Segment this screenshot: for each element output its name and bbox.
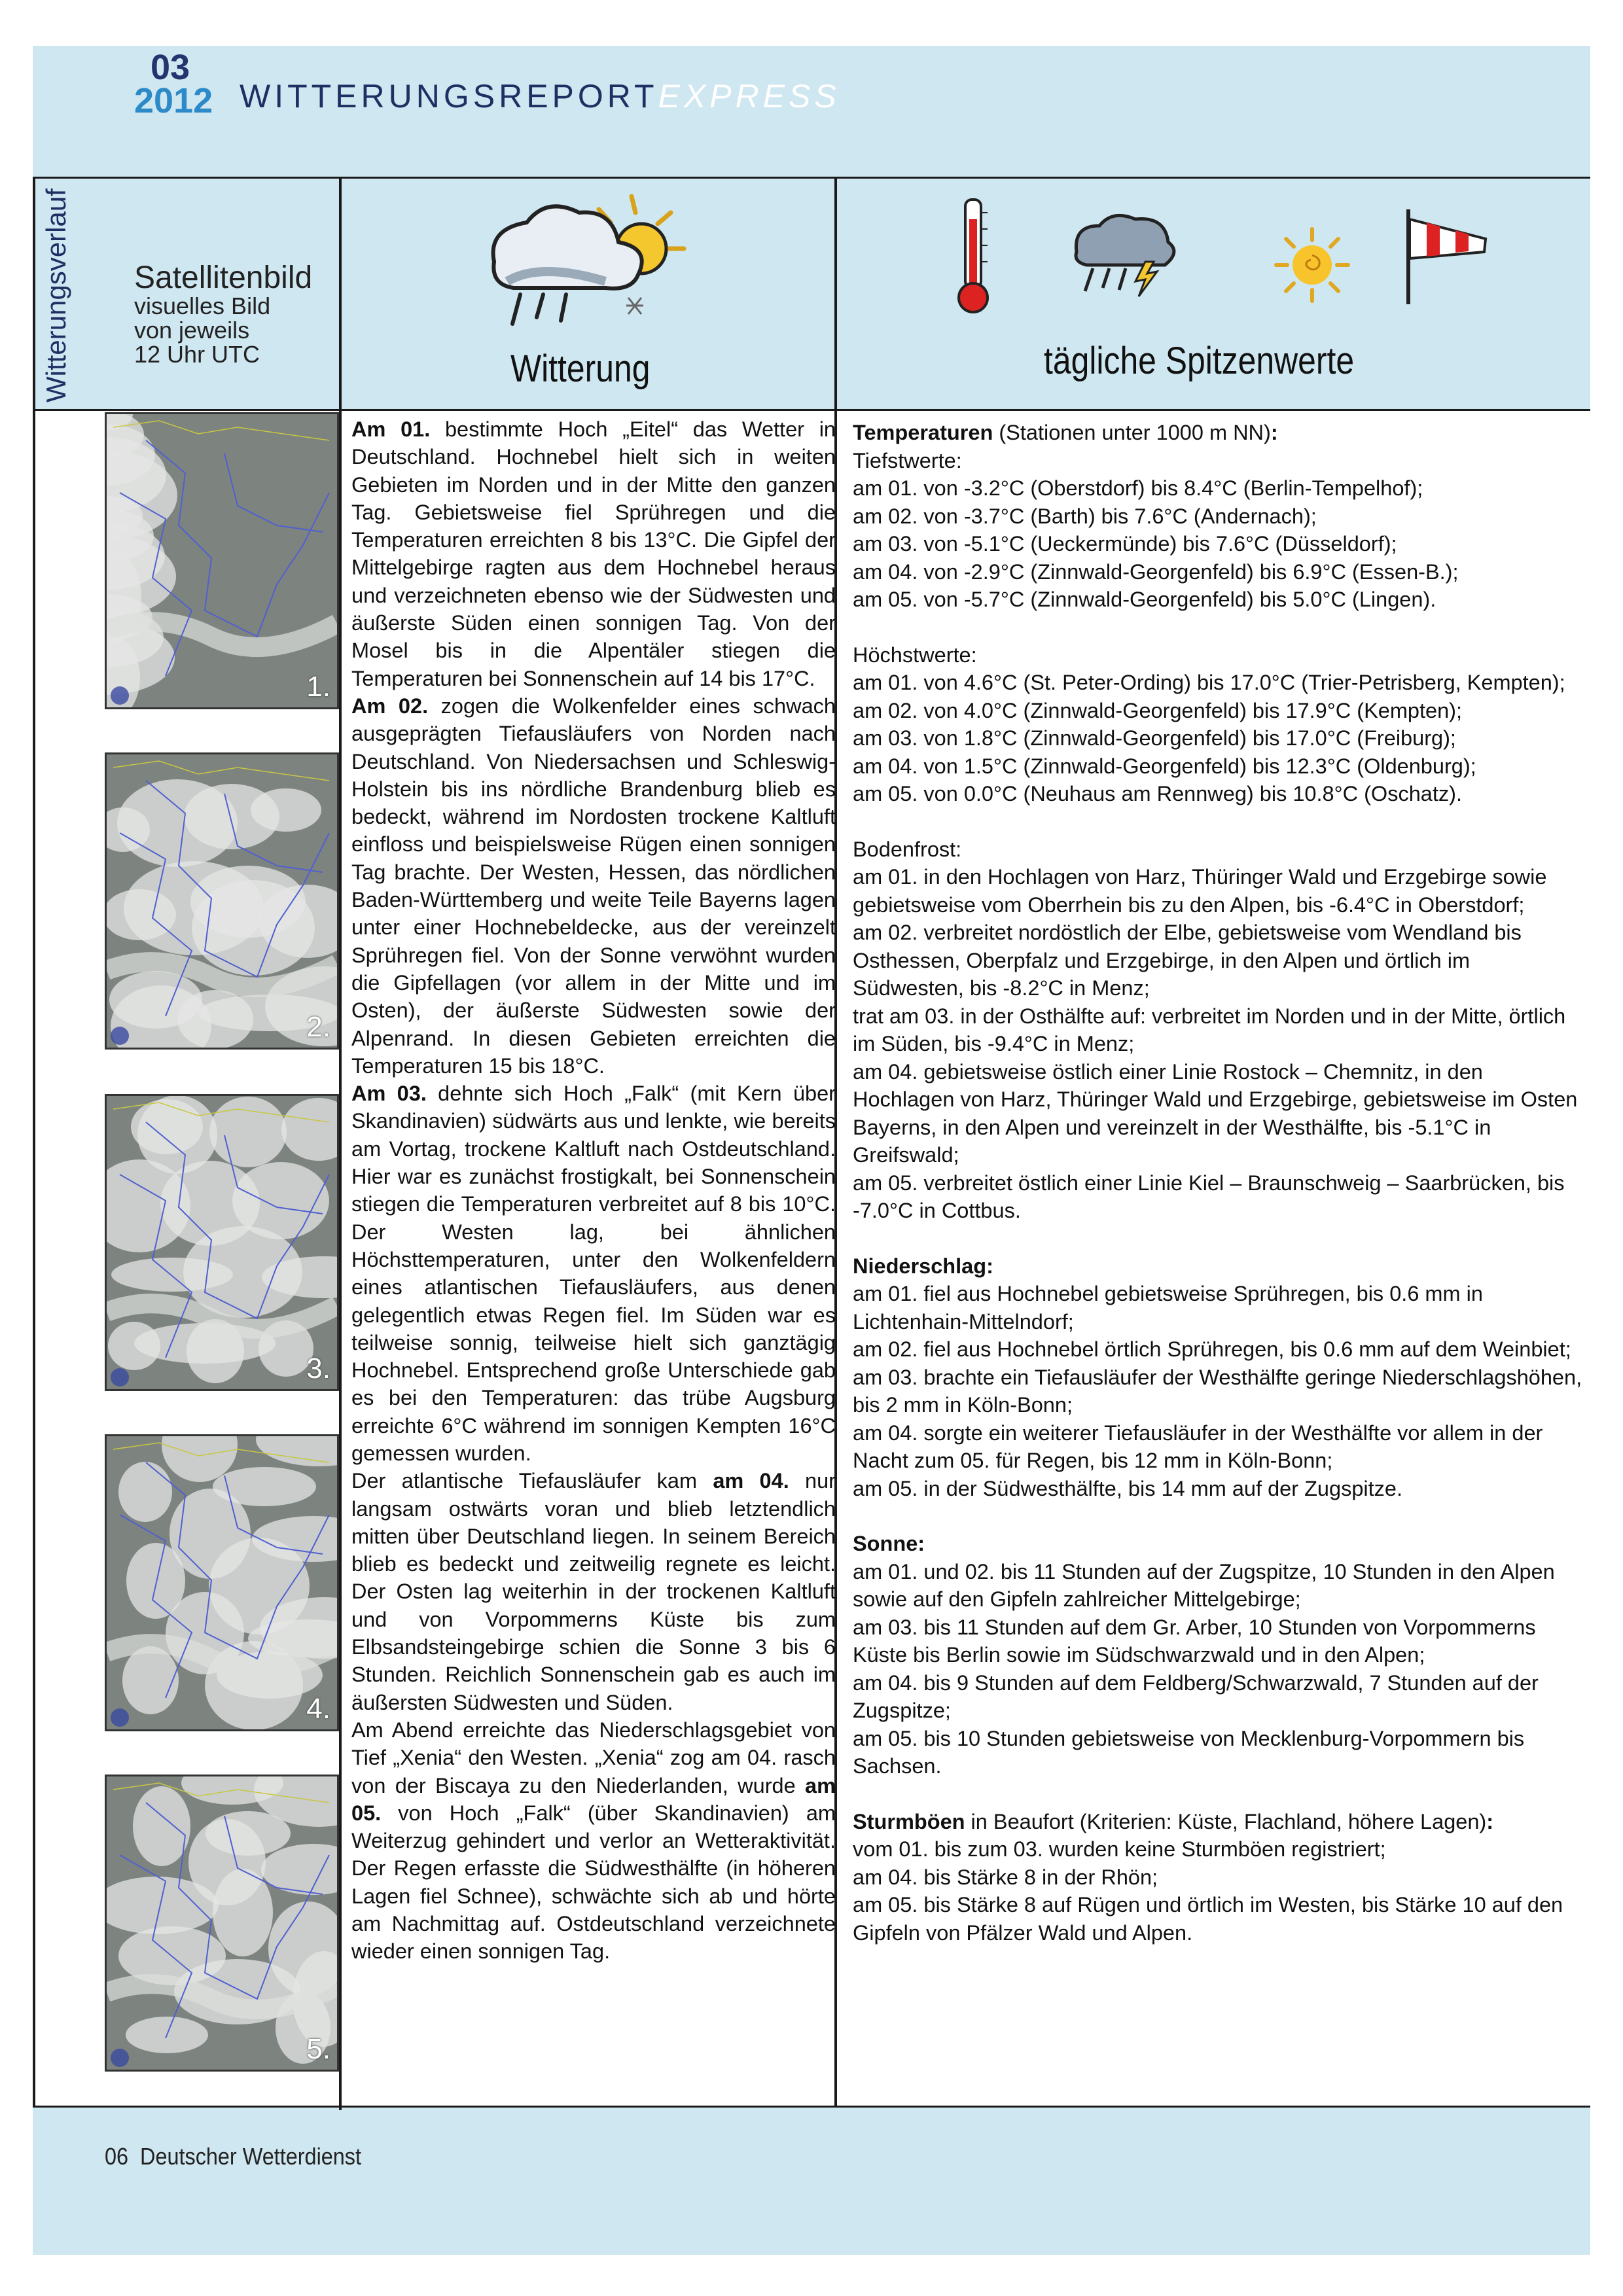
peaks-column-title: tägliche Spitzenwerte (1044, 340, 1355, 382)
temperature-colon: : (1270, 421, 1278, 444)
side-label: Witterungsverlauf (41, 188, 71, 402)
sturm-subtitle: in Beaufort (Kriterien: Küste, Flachland, höhere Lagen) (965, 1809, 1487, 1833)
list-item: am 04. gebietsweise östlich einer Linie Rostock – Chemnitz, in den Hochlagen von Harz, Thüringer Wald und Erzgebirge, gebietsweise im Osten Bayerns, in den Alpen und vereinzelt in der Westhälfte, bis -5.1°C in Greifswald; (853, 1059, 1578, 1167)
paragraph-day: Am 01. (351, 417, 431, 441)
list-item: am 04. bis Stärke 8 in der Rhön; (853, 1865, 1158, 1889)
windsock-icon (1400, 203, 1499, 311)
satellite-sub1: visuelles Bild (134, 292, 271, 320)
witterung-paragraph (351, 1467, 836, 1716)
list-item: am 02. von 4.0°C (Zinnwald-Georgenfeld) bis 17.9°C (Kempten); (853, 698, 1463, 722)
paragraph-day: Am 03. (351, 1082, 427, 1106)
witterung-text (351, 415, 836, 1966)
list-item: am 05. von 0.0°C (Neuhaus am Rennweg) bis 10.8°C (Oschatz). (853, 782, 1462, 805)
paragraph-day: Am 02. (351, 694, 429, 718)
paragraph-lead: Am Abend erreichte das Niederschlagsgebiet von Tief „Xenia“ den Westen. „Xenia“ zog am 04. rasch von der Biscaya zu den Niederlanden, wurde (351, 1718, 836, 1797)
list-item: am 04. bis 9 Stunden auf dem Feldberg/Schwarzwald, 7 Stunden auf der Zugspitze; (853, 1670, 1539, 1722)
list-item: am 01. in den Hochlagen von Harz, Thüringer Wald und Erzgebirge sowie gebietsweise vom Oberrhein bis zu den Alpen, bis -6.4°C in Oberstdorf; (853, 865, 1547, 917)
paragraph-text: dehnte sich Hoch „Falk“ (mit Kern über Skandinavien) südwärts aus und lenkte, wie bereits am Vortag, trockene Kaltluft nach Ostdeutschland. Hier war es zunächst frostigkalt, bei Sonnenschein stiegen die Temperaturen verbreitet auf 8 bis 10°C. Der Westen lag, bei ähnlichen Höchsttemperaturen, unter den Wolkenfeldern eines atlantischen Tiefausläufers, aus denen gelegentlich etwas Regen fiel. Im Süden war es teilweise sonnig, teilweise hielt sich ganztägig Hochnebel. Entsprechend große Unterschiede gab es bei den Temperaturen: das trübe Augsburg erreichte 6°C während im sonnigen Kempten 16°C gemessen wurden. (351, 1082, 836, 1465)
thermometer-icon (952, 193, 998, 321)
tiefstwerte-list (853, 474, 1586, 614)
issue-month: 03 (150, 48, 190, 87)
satellite-image-4 (105, 1434, 339, 1731)
list-item: am 01. fiel aus Hochnebel gebietsweise Sprühregen, bis 0.6 mm in Lichtenhain-Mittelndorf; (853, 1282, 1483, 1333)
satellite-image-2 (105, 752, 339, 1050)
satellite-image-number: 1. (306, 671, 330, 703)
niederschlag-title: Niederschlag: (853, 1254, 993, 1278)
sonne-title: Sonne: (853, 1532, 925, 1555)
list-item: am 03. bis 11 Stunden auf dem Gr. Arber, 10 Stunden von Vorpommerns Küste bis Berlin sowie im Südschwarzwald und in den Alpen; (853, 1615, 1536, 1667)
list-item: am 02. von -3.7°C (Barth) bis 7.6°C (Andernach); (853, 504, 1317, 528)
list-item: am 01. von 4.6°C (St. Peter-Ording) bis 17.0°C (Trier-Petrisberg, Kempten); (853, 671, 1565, 694)
sturm-heading (853, 1808, 1586, 1836)
storm-cloud-icon (1067, 206, 1185, 301)
witterung-paragraph (351, 692, 836, 1080)
witterung-paragraph (351, 415, 836, 692)
page-number: 06 (105, 2143, 129, 2170)
sonne-list (853, 1558, 1586, 1780)
satellite-image-number: 4. (306, 1693, 330, 1725)
list-item: am 02. fiel aus Hochnebel örtlich Sprühregen, bis 0.6 mm auf dem Weinbiet; (853, 1337, 1571, 1361)
sturm-list (853, 1835, 1586, 1947)
paragraph-day: am 04. (713, 1469, 789, 1493)
satellite-image-5 (105, 1775, 339, 2072)
temperature-title: Temperaturen (853, 421, 993, 444)
divider-left (33, 177, 35, 2107)
list-item: trat am 03. in der Osthälfte auf: verbreitet im Norden und in der Mitte, örtlich im Süden, bis -9.4°C in Menz; (853, 1004, 1566, 1055)
satellite-image-number: 5. (306, 2033, 330, 2065)
sturm-title: Sturmböen (853, 1809, 965, 1833)
witterung-paragraph (351, 1080, 836, 1467)
hoechstwerte-list (853, 669, 1586, 808)
satellite-sub3: 12 Uhr UTC (134, 340, 260, 368)
list-item: vom 01. bis zum 03. wurden keine Sturmböen registriert; (853, 1837, 1386, 1861)
paragraph-text: zogen die Wolkenfelder eines schwach ausgeprägten Tiefausläufers von Norden nach Deutschland. Von Niedersachsen und Schleswig-Holstein bis ins nördliche Brandenburg blieb es bedeckt, während im Nordosten trockene Kaltluft einfloss und beispielsweise Rügen einen sonnigen Tag brachte. Der Westen, Hessen, das nördlichen Baden-Württemberg und weite Teile Bayerns lagen unter einer Hochnebeldecke, aus der vereinzelt Sprühregen fiel. Von der Sonne verwöhnt wurden die Gipfellagen (vor allem in der Mitte und im Osten), der äußerste Südwesten sowie der Alpenrand. In diesen Gebieten erreichten die Temperaturen 15 bis 18°C. (351, 694, 836, 1078)
paragraph-lead: Der atlantische Tiefausläufer kam (351, 1469, 713, 1493)
list-item: am 05. bis Stärke 8 auf Rügen und örtlich im Westen, bis Stärke 10 auf den Gipfeln von Pfälzer Wald und Alpen. (853, 1893, 1563, 1945)
satellite-title: Satellitenbild (134, 260, 313, 295)
list-item: am 04. von -2.9°C (Zinnwald-Georgenfeld) bis 6.9°C (Essen-B.); (853, 559, 1459, 584)
sun-icon (1273, 226, 1351, 308)
satellite-heading (134, 262, 312, 367)
publisher: Deutscher Wetterdienst (140, 2143, 362, 2170)
issue-number (134, 48, 213, 121)
satellite-image-1 (105, 412, 339, 709)
header-band (33, 46, 1590, 186)
bodenfrost-list (853, 863, 1586, 1225)
satellite-image-number: 3. (306, 1352, 330, 1385)
list-item: am 01. und 02. bis 11 Stunden auf der Zugspitze, 10 Stunden in den Alpen sowie auf den Gipfeln zahlreicher Mittelgebirge; (853, 1559, 1555, 1611)
list-item: am 05. in der Südwesthälfte, bis 14 mm auf der Zugspitze. (853, 1476, 1403, 1500)
divider-sat-weather (339, 177, 342, 2110)
list-item: am 03. von 1.8°C (Zinnwald-Georgenfeld) bis 17.0°C (Freiburg); (853, 726, 1456, 750)
title-main: WITTERUNGSREPORT (240, 78, 658, 115)
temperature-heading (853, 419, 1586, 447)
report-title (240, 77, 840, 115)
tiefstwerte-title: Tiefstwerte: (853, 448, 962, 472)
list-item: am 05. verbreitet östlich einer Linie Kiel – Braunschweig – Saarbrücken, bis -7.0°C in Cottbus. (853, 1171, 1565, 1222)
title-express: EXPRESS (658, 78, 840, 115)
paragraph-text: von Hoch „Falk“ (über Skandinavien) am Weiterzug gehindert und verlor an Wetteraktivität. Der Regen erfasste die Südwesthälfte (in höheren Lagen fiel Schnee), schwächte sich ab und hörte am Nachmittag auf. Ostdeutschland verzeichnete wieder einen sonnigen Tag. (351, 1801, 836, 1964)
list-item: am 02. verbreitet nordöstlich der Elbe, gebietsweise vom Wendland bis Osthessen, Oberpfalz und Erzgebirge, in den Alpen und örtlich im Südwesten, bis -8.2°C in Menz; (853, 921, 1522, 1000)
satellite-image-3 (105, 1094, 339, 1391)
temperature-subtitle: (Stationen unter 1000 m NN) (993, 421, 1271, 444)
paragraph-text: bestimmte Hoch „Eitel“ das Wetter in Deutschland. Hochnebel hielt sich in weiten Gebieten im Norden und in der Mitte den ganzen Tag. Gebietsweise fiel Sprühregen und die Temperaturen erreichten 8 bis 13°C. Die Gipfel der Mittelgebirge ragten aus dem Hochnebel heraus und verzeichneten ebenso wie der Südwesten und äußerste Süden einen sonnigen Tag. Von der Mosel bis in die Alpentäler stiegen die Temperaturen bei Sonnenschein auf 14 bis 17°C. (351, 417, 836, 690)
sturm-colon: : (1486, 1809, 1494, 1833)
spitzenwerte-text (853, 419, 1586, 1947)
list-item: am 05. bis 10 Stunden gebietsweise von Mecklenburg-Vorpommern bis Sachsen. (853, 1726, 1525, 1778)
satellite-image-number: 2. (306, 1011, 330, 1043)
niederschlag-list (853, 1280, 1586, 1502)
list-item: am 01. von -3.2°C (Oberstdorf) bis 8.4°C (Berlin-Tempelhof); (853, 476, 1423, 500)
bodenfrost-title: Bodenfrost: (853, 837, 962, 861)
hoechstwerte-title: Höchstwerte: (853, 643, 977, 667)
list-item: am 03. brachte ein Tiefausläufer der Westhälfte geringe Niederschlagshöhen, bis 2 mm in Köln-Bonn; (853, 1365, 1582, 1417)
cloud-sun-snow-icon (481, 183, 697, 344)
issue-year: 2012 (134, 81, 213, 121)
page-footer (105, 2143, 361, 2170)
list-item: am 03. von -5.1°C (Ueckermünde) bis 7.6°C (Düsseldorf); (853, 532, 1397, 556)
footer-band (33, 2106, 1590, 2255)
weather-column-title: Witterung (510, 347, 651, 390)
paragraph-text: nur langsam ostwärts voran und blieb letztendlich mitten über Deutschland liegen. In seinem Bereich blieb es bedeckt und zeitweilig regnete es leicht. Der Osten lag weiterhin in der trockenen Kaltluft und von Vorpommerns Küste bis zum Elbsandsteingebirge schien die Sonne 3 bis 6 Stunden. Reichlich Sonnenschein gab es auch im äußersten Südwesten und Süden. (351, 1469, 836, 1714)
witterung-paragraph (351, 1716, 836, 1966)
list-item: am 04. sorgte ein weiterer Tiefausläufer in der Westhälfte vor allem in der Nacht zum 05. für Regen, bis 12 mm in Köln-Bonn; (853, 1421, 1543, 1472)
list-item: am 04. von 1.5°C (Zinnwald-Georgenfeld) bis 12.3°C (Oldenburg); (853, 754, 1476, 778)
satellite-sub2: von jeweils (134, 317, 250, 344)
list-item: am 05. von -5.7°C (Zinnwald-Georgenfeld) bis 5.0°C (Lingen). (853, 588, 1436, 611)
paragraph-day: am 05. (351, 1773, 836, 1825)
